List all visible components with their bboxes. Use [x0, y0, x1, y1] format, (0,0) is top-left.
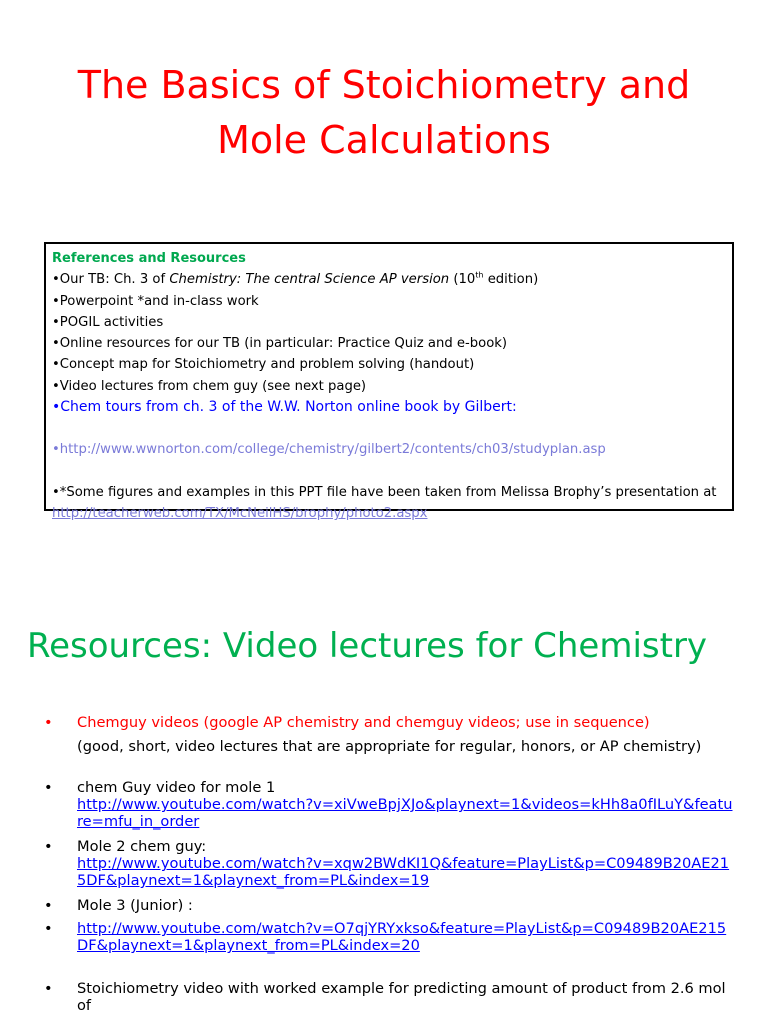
reference-item: •Concept map for Stoichiometry and problem solving (handout): [52, 357, 475, 373]
video-resources-list: [44, 714, 734, 1014]
slide-title: [40, 58, 728, 168]
list-item-stoichiometry-video: [44, 980, 734, 1014]
bullet: •: [44, 980, 53, 997]
list-item-note: (good, short, video lectures that are appropriate for regular, honors, or AP chemistry): [77, 738, 702, 755]
reference-textbook: [52, 269, 732, 290]
reference-item: •Powerpoint *and in-class work: [52, 293, 259, 309]
textbook-edition-superscript: th: [475, 270, 484, 280]
textbook-edition-close: edition): [483, 272, 539, 288]
mole-2-video-link[interactable]: http://www.youtube.com/watch?v=xqw2BWdKI1Q&feature=PlayList&p=C09489B20AE215DF&playnext=1&playnext_from=PL&index=19: [77, 855, 730, 889]
list-item-text: Stoichiometry video with worked example for predicting amount of product from 2.6 mol of: [77, 980, 726, 1014]
reference-item: •POGIL activities: [52, 314, 164, 330]
list-item-text: Mole 2 chem guy:: [77, 838, 207, 855]
list-item-chemguy-videos: [44, 714, 734, 755]
textbook-prefix: •Our TB: Ch. 3 of: [52, 272, 170, 288]
bullet: •: [44, 920, 53, 937]
reference-chem-tours: •Chem tours from ch. 3 of the W.W. Norton online book by Gilbert:: [52, 399, 517, 416]
list-item-mole-3-link: [44, 920, 734, 954]
reference-figures-note: •*Some figures and examples in this PPT file have been taken from Melissa Brophy’s presentation at: [52, 484, 717, 500]
reference-item: •Online resources for our TB (in particular: Practice Quiz and e-book): [52, 336, 508, 352]
bullet: •: [44, 714, 53, 731]
list-item-text: Chemguy videos (google AP chemistry and chemguy videos; use in sequence): [77, 714, 650, 731]
mole-3-video-link[interactable]: http://www.youtube.com/watch?v=O7qjYRYxkso&feature=PlayList&p=C09489B20AE215DF&playnext=1&playnext_from=PL&index=20: [77, 920, 727, 954]
norton-url-link[interactable]: •http://www.wwnorton.com/college/chemistry/gilbert2/contents/ch03/studyplan.asp: [52, 442, 606, 458]
list-item-text: Mole 3 (Junior) :: [77, 897, 193, 914]
slide-title-line-2: Mole Calculations: [217, 118, 551, 162]
spacer: [52, 418, 732, 439]
references-box: [44, 242, 734, 521]
textbook-edition-open: (10: [449, 272, 476, 288]
spacer: [52, 461, 732, 482]
teacherweb-url-link[interactable]: http://teacherweb.com/TX/McNeilHS/brophy/photo2.aspx: [52, 505, 428, 521]
list-item-mole-2: [44, 838, 734, 889]
section-title: Resources: Video lectures for Chemistry: [27, 626, 708, 666]
list-item-mole-3: [44, 897, 734, 914]
bullet: •: [44, 838, 53, 855]
list-item-text: chem Guy video for mole 1: [77, 779, 276, 796]
list-item-mole-1: [44, 779, 734, 830]
slide-title-line-1: The Basics of Stoichiometry and: [77, 63, 691, 107]
textbook-title: Chemistry: The central Science AP version: [169, 272, 450, 288]
references-heading: References and Resources: [52, 251, 246, 266]
reference-item: •Video lectures from chem guy (see next page): [52, 378, 367, 394]
mole-1-video-link[interactable]: http://www.youtube.com/watch?v=xiVweBpjXJo&playnext=1&videos=kHh8a0fILuY&feature=mfu_in_order: [77, 796, 733, 830]
bullet: •: [44, 779, 53, 796]
bullet: •: [44, 897, 53, 914]
